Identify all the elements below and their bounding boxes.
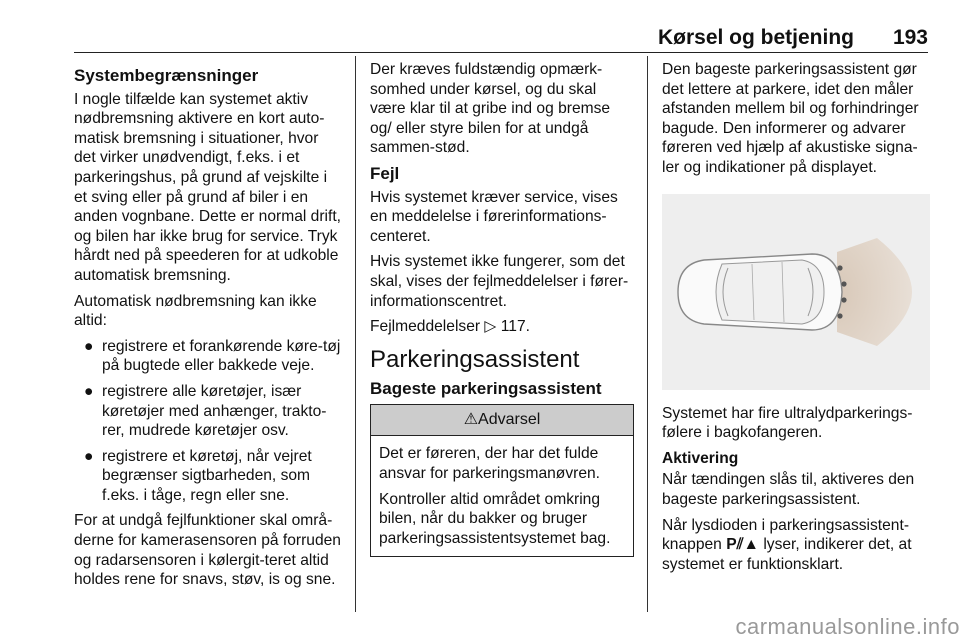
sensor-dot <box>837 313 842 318</box>
paragraph: Fejlmeddelelser ▷ 117. <box>370 318 530 336</box>
heading-systembegraensninger: Systembegrænsninger <box>74 66 259 85</box>
paragraph: Når tændingen slås til, aktiveres den bageste parkeringsassistent. <box>662 471 915 508</box>
page-header-title: Kørsel og betjening <box>657 26 854 49</box>
heading-fejl: Fejl <box>370 163 400 183</box>
parking-assist-button-icon: P⫽▲ <box>726 536 759 554</box>
paragraph: I nogle tilfælde kan systemet aktiv nødbremsning aktivere en kort auto-matisk bremsning i situationer, hvor det virker unødvendigt, f.eks. i et parkeringshus, på grund af vejskilte i et sving eller på grund af biler i en anden vognbane. Dette er normal drift, og bilen har ikke brug for service. Tryk hårdt ned på speederen for at udkoble automatisk bremsning. <box>74 90 341 284</box>
sensor-dot <box>841 281 846 286</box>
page-ref-link[interactable]: 117. <box>500 318 530 336</box>
sensor-zone <box>837 238 912 346</box>
bullet-icon: ● <box>84 337 94 355</box>
list-item: ● registrere alle køretøjer, især køretøjer med anhænger, trakto-rer, mudrede køretøjer osv. <box>84 382 327 440</box>
paragraph: Der kræves fuldstændig opmærk-somhed under kørsel, og du skal være klar til at gribe ind og bremse og/ eller styre bilen for at undgå sammen-stød. <box>370 61 611 157</box>
warning-box <box>370 404 634 557</box>
warning-text: Kontroller altid området omkring bilen, når du bakker og bruger parkeringsassistentsystemet bag. <box>379 490 611 547</box>
page-number: 193 <box>892 26 928 49</box>
paragraph: Systemet har fire ultralydparkerings-følere i bagkofangeren. <box>662 404 913 442</box>
parking-sensor-illustration <box>662 194 930 390</box>
header-rule <box>74 52 928 53</box>
paragraph: For at undgå fejlfunktioner skal områ-derne for kamerasensoren på forruden og radarsensoren i kølergit-teret altid holdes rene for snavs, støv, is og sne. <box>74 512 341 589</box>
column-left <box>74 60 342 596</box>
watermark: carmanualsonline.info <box>735 614 960 639</box>
page-header <box>0 26 928 50</box>
column-divider <box>355 56 356 612</box>
page-ref-icon: ▷ <box>484 318 497 336</box>
list-item: ● registrere et køretøj, når vejret begrænser sigtbarheden, som f.eks. i tåge, regn eller sne. <box>84 447 312 504</box>
bullet-list <box>74 337 342 506</box>
paragraph: Automatisk nødbremsning kan ikke altid: <box>74 292 317 330</box>
bullet-icon: ● <box>84 447 94 465</box>
heading-aktivering: Aktivering <box>662 449 739 467</box>
column-middle <box>370 60 634 557</box>
warning-icon: ⚠ <box>463 411 479 429</box>
car-top-view-icon <box>662 194 930 390</box>
list-item: ● registrere et forankørende køre-tøj på bugtede eller bakkede veje. <box>84 337 341 375</box>
column-divider <box>647 56 648 612</box>
paragraph: Hvis systemet ikke fungerer, som det skal, vises der fejlmeddelelser i fører-informationscentret. <box>370 253 629 310</box>
column-right <box>662 60 930 580</box>
subsection-title: Bageste parkeringsassistent <box>370 378 602 398</box>
warning-header <box>371 405 633 436</box>
sensor-dot <box>837 265 842 270</box>
sensor-dot <box>841 297 846 302</box>
section-title: Parkeringsassistent <box>370 345 580 373</box>
paragraph: Den bageste parkeringsassistent gør det lettere at parkere, idet den måler afstanden mellem bil og forhindringer bagude. Den informerer og advarer føreren ved hjælp af akustiske signa-ler og indikationer på displayet. <box>662 61 919 176</box>
bullet-icon: ● <box>84 382 94 400</box>
paragraph: Når lysdioden i parkeringsassistent-knappen P⫽▲ lyser, indikerer det, at systemet er funktionsklart. <box>662 516 912 573</box>
warning-text: Det er føreren, der har det fulde ansvar for parkeringsmanøvren. <box>379 445 601 482</box>
warning-body <box>371 436 633 556</box>
car-body <box>678 254 842 330</box>
warning-title: Advarsel <box>478 411 541 429</box>
paragraph: Hvis systemet kræver service, vises en meddelelse i førerinformations-centeret. <box>370 188 618 245</box>
